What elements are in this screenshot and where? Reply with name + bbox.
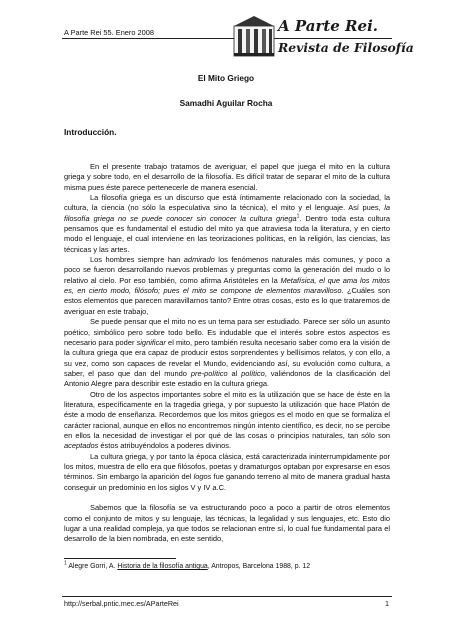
article-body — [64, 162, 390, 545]
paragraph-text: Se puede pensar que el mito no es un tema para ser estudiado. Parece ser sólo un asunto poético, simbólico pero sobre todo bello. Es indudable que el interés sobre estos aspectos es necesario para poder — [64, 317, 390, 347]
footnote-book-title: Historia de la filosofía antigua — [117, 563, 208, 570]
paragraph — [64, 162, 390, 193]
footer-rule — [62, 596, 392, 597]
paragraph — [64, 255, 390, 317]
paragraph-text: . ¿Cuáles son estos elementos que parecen maravillarnos tanto? Entre otras cosas, esto es lo que trataremos de averiguar en este trabajo, — [64, 286, 390, 316]
paragraph-text: fue ganando terreno al mito de manera gradual hasta conseguir un predominio en los siglos V y IV a.C. — [64, 472, 390, 492]
paragraph — [64, 193, 390, 255]
paragraph-text: al — [227, 368, 242, 378]
emphasis-text: aceptados — [64, 441, 99, 451]
section-heading: Introducción. — [64, 127, 117, 137]
emphasis-text: Metafísica, el que ama los mitos es, en cierto modo, filósofo; pues el mito se compone de elementos maravilloso — [64, 275, 390, 296]
footnote — [64, 560, 311, 570]
emphasis-text: la filosofía griega no se puede conocer sin conocer la cultura griega — [64, 203, 390, 223]
emphasis-text: político — [241, 368, 265, 378]
article-author: Samadhi Aguilar Rocha — [179, 98, 273, 108]
paragraph-text: Otro de los aspectos importantes sobre el mito es la utilización que se hace de éste en la literatura, específicamente en la tragedia griega, y por supuesto la utilización que hace Platón de éste a modo de enseñanza. Recordemos que los mitos griegos es el modo en que se formaliza el carácter racional, aunque en ellos no encontremos ningún intento científico, es decir, no se percibe en ellos la necesidad de investigar el por qué de las cosas o principios naturales, tan sólo son — [64, 389, 390, 440]
paragraph-text: . Dentro toda esta cultura pensamos que es fundamental el estudio del mito ya que atraviesa toda la literatura, y en cierto modo el lenguaje, el cual interviene en las teorizaciones políticas, en la religión, las ciencias, las técnicas y las artes. — [64, 213, 390, 254]
footer-url[interactable]: http://serbal.pntic.mec.es/AParteRei — [64, 599, 179, 608]
paragraph-text: éstos atribuyéndolos a poderes divinos. — [98, 441, 232, 451]
paragraph-text: los fenómenos naturales más comunes, y poco a poco se fueron desarrollando nuevos problemas y preguntas como la generación del mudo o lo relativo al cielo. Por eso también, como afirma Aristóteles en la — [64, 255, 390, 285]
paragraph — [64, 390, 390, 452]
paragraph-text: el mito, pero también resulta necesario saber como era la visión de la cultura griega que era capaz de producir estos sorprendentes y bellísimos relatos, y con ello, a su vez, como son capaces de revelar el Mundo, evidenciando así, su evolución como cultura, a saber, el paso que dan del mundo — [64, 337, 390, 378]
footnote-ref: 1 — [296, 213, 300, 220]
journal-issue-header: A Parte Rei 55. Enero 2008 — [64, 28, 154, 37]
paragraph — [64, 317, 390, 389]
page-number: 1 — [385, 599, 389, 608]
emphasis-text: significar — [136, 337, 166, 347]
logo-title: A Parte Rei. — [278, 17, 378, 35]
paragraph-text: Sabemos que la filosofía se va estructurando poco a poco a partir de otros elementos como el conjunto de mitos y su lenguaje, las técnicas, la legalidad y sus lenguajes, etc. Esto dio lugar a una realidad compleja, ya que todos se relacionan entre sí, lo cual fue fundamental para el desarrollo de la bien nombrada, en este sentido, — [64, 503, 390, 544]
paragraph — [64, 503, 390, 544]
emphasis-text: logos — [193, 472, 212, 482]
footnote-rule — [64, 558, 176, 559]
paragraph-text: , valiéndonos de la clasificación del Antonio Alegre para describir este estadio en la cultura griega. — [64, 368, 390, 389]
logo-subtitle: Revista de Filosofía — [278, 40, 414, 55]
journal-logo — [232, 10, 414, 70]
paragraph-text: La filosofía griega es un discurso que está íntimamente relacionado con la sociedad, la cultura, la ciencia (no sólo la especulativa sino la técnica), el mito y el lenguaje. Así pues, — [64, 193, 390, 213]
paragraph — [64, 452, 390, 493]
paragraph-text: La cultura griega, y por tanto la época clásica, está caracterizada ininterrumpidamente por los mitos, muestra de ello era que filósofos, poetas y dramaturgos optaban por expresarse en esos términos. Sin embargo la aparición del — [64, 451, 390, 482]
columns-logo-icon — [232, 14, 278, 58]
emphasis-text: pre-político — [190, 368, 228, 378]
paragraph-text: Los hombres siempre han — [90, 255, 184, 265]
article-title: El Mito Griego — [197, 73, 255, 83]
emphasis-text: admirado — [183, 255, 215, 265]
paragraph-text: En el presente trabajo tratamos de averiguar, el papel que juega el mito en la cultura griega y sobre todo, en el desarrollo de la filosofía. Es difícil tratar de separar el mito de la cultura misma pues éste parece pertenecerle de manera esencial. — [64, 162, 390, 192]
footnote-text: , Antropos, Barcelona 1988, p. 12 — [207, 563, 311, 570]
footnote-number: 1 — [64, 560, 67, 567]
footnote-text: Alegre Gorri, A. — [66, 563, 118, 570]
